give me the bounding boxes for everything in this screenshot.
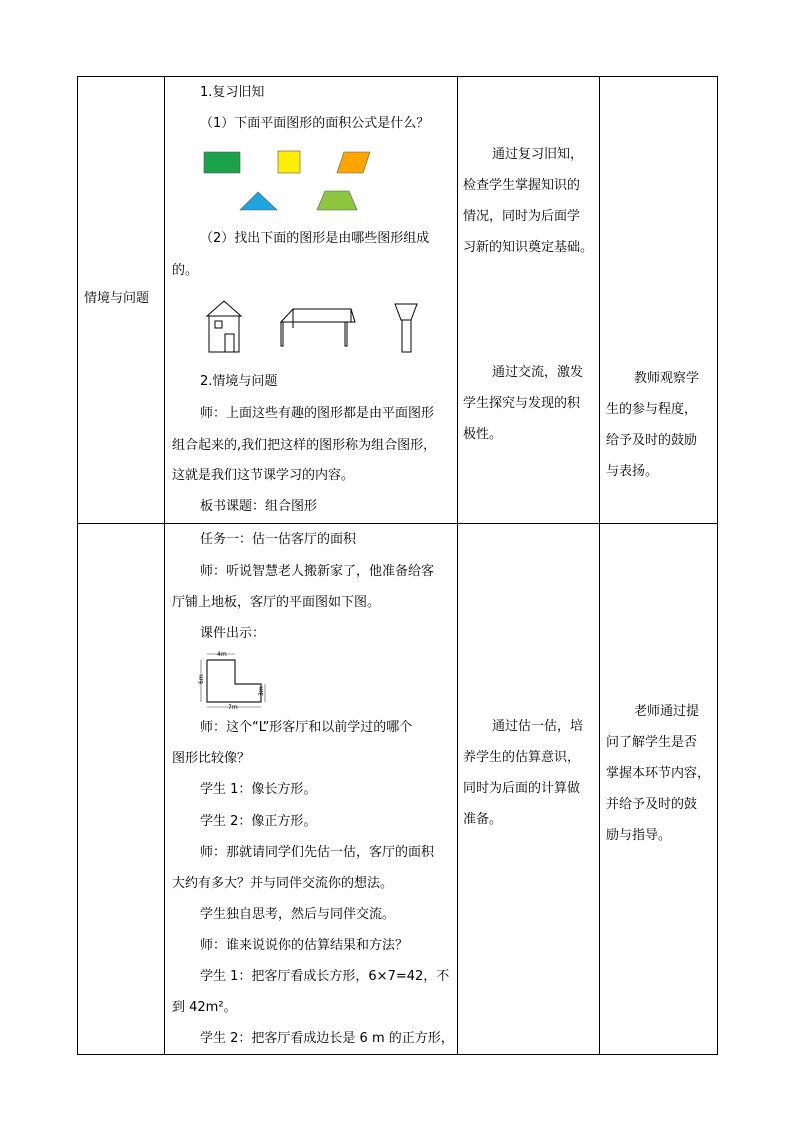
evaluation-text: 生的参与程度， bbox=[606, 402, 698, 417]
teacher-text: 大约有多大？并与同伴交流你的想法。 bbox=[172, 876, 394, 891]
triangle-shape bbox=[240, 192, 277, 210]
funnel-figure bbox=[395, 304, 417, 352]
intent-text: 通过复习旧知， bbox=[492, 147, 584, 162]
activity-text: 学生独自思考，然后与同伴交流。 bbox=[200, 907, 396, 922]
teacher-text: 师：这个“L”形客厅和以前学过的哪个 bbox=[200, 720, 413, 735]
evaluation-text: 给予及时的鼓励 bbox=[606, 433, 698, 448]
intent-text: 学生探究与发现的积 bbox=[463, 396, 581, 411]
task-heading: 任务一：估一估客厅的面积 bbox=[200, 532, 357, 547]
teacher-text: 这就是我们这节课学习的内容。 bbox=[172, 468, 355, 483]
evaluation-text: 励与指导。 bbox=[606, 828, 672, 843]
intent-text: 养学生的估算意识， bbox=[463, 750, 581, 765]
l-shape-floorplan bbox=[197, 648, 269, 710]
student-answer: 学生 1：像长方形。 bbox=[200, 782, 317, 797]
evaluation-text: 并给予及时的鼓 bbox=[606, 797, 698, 812]
intent-text: 准备。 bbox=[463, 812, 503, 827]
table-figure bbox=[281, 309, 355, 346]
student-answer: 学生 2：把客厅看成边长是 6 m 的正方形， bbox=[200, 1031, 454, 1046]
section-heading: 1.复习旧知 bbox=[200, 85, 265, 100]
question-text: （1）下面平面图形的面积公式是什么？ bbox=[200, 116, 430, 131]
column-divider bbox=[164, 76, 165, 1055]
teacher-text: 组合起来的,我们把这样的图形称为组合图形， bbox=[172, 438, 437, 453]
intent-text: 通过交流，激发 bbox=[492, 365, 584, 380]
table-border-bottom bbox=[77, 1054, 718, 1055]
parallelogram-shape bbox=[337, 152, 370, 173]
floorplan-outline bbox=[207, 660, 261, 702]
intent-text: 情况，同时为后面学 bbox=[463, 209, 581, 224]
evaluation-text: 老师通过提 bbox=[634, 704, 700, 719]
evaluation-text: 掌握本环节内容， bbox=[606, 766, 711, 781]
intent-text: 习新的知识奠定基础。 bbox=[463, 240, 594, 255]
student-answer: 到 42m²。 bbox=[172, 1000, 237, 1015]
teacher-text: 厅铺上地板，客厅的平面图如下图。 bbox=[172, 595, 381, 610]
evaluation-text: 教师观察学 bbox=[634, 371, 700, 386]
teacher-text: 师：听说智慧老人搬新家了，他准备给客 bbox=[200, 564, 435, 579]
column-divider bbox=[77, 76, 78, 1055]
teacher-text: 师：那就请同学们先估一估，客厅的面积 bbox=[200, 845, 435, 860]
student-answer: 学生 2：像正方形。 bbox=[200, 814, 317, 829]
intent-text: 通过估一估，培 bbox=[492, 719, 584, 734]
courseware-label: 课件出示： bbox=[200, 626, 266, 641]
dim-label-bottom: 7m bbox=[228, 704, 238, 710]
square-shape bbox=[278, 151, 300, 173]
intent-text: 同时为后面的计算做 bbox=[463, 781, 581, 796]
stage-label: 情境与问题 bbox=[84, 291, 150, 306]
intent-text: 检查学生掌握知识的 bbox=[463, 178, 581, 193]
section-heading: 2.情境与问题 bbox=[200, 374, 278, 389]
teacher-text: 师：谁来说说你的估算结果和方法？ bbox=[200, 938, 409, 953]
dim-label-top: 4m bbox=[217, 651, 227, 658]
intent-text: 极性。 bbox=[463, 427, 503, 442]
evaluation-text: 与表扬。 bbox=[606, 464, 659, 479]
dim-label-right: 3m bbox=[258, 686, 265, 696]
student-answer: 学生 1：把客厅看成长方形，6×7=42，不 bbox=[200, 969, 450, 984]
dim-label-left: 6m bbox=[198, 674, 205, 684]
column-divider bbox=[599, 76, 600, 1055]
composite-shapes-figure bbox=[198, 296, 423, 356]
column-divider bbox=[717, 76, 718, 1055]
trapezoid-shape bbox=[317, 191, 357, 210]
question-text: （2）找出下面的图形是由哪些图形组成 bbox=[200, 231, 430, 246]
board-title: 板书课题：组合图形 bbox=[200, 499, 318, 514]
rectangle-shape bbox=[204, 152, 240, 173]
teacher-text: 图形比较像？ bbox=[172, 751, 251, 766]
row-divider bbox=[77, 523, 718, 524]
evaluation-text: 问了解学生是否 bbox=[606, 735, 698, 750]
question-text: 的。 bbox=[172, 263, 199, 278]
teacher-text: 师：上面这些有趣的图形都是由平面图形 bbox=[200, 406, 435, 421]
table-border-top bbox=[77, 76, 718, 77]
house-figure bbox=[207, 301, 241, 352]
plane-shapes-figure bbox=[195, 145, 375, 215]
column-divider bbox=[457, 76, 458, 1055]
